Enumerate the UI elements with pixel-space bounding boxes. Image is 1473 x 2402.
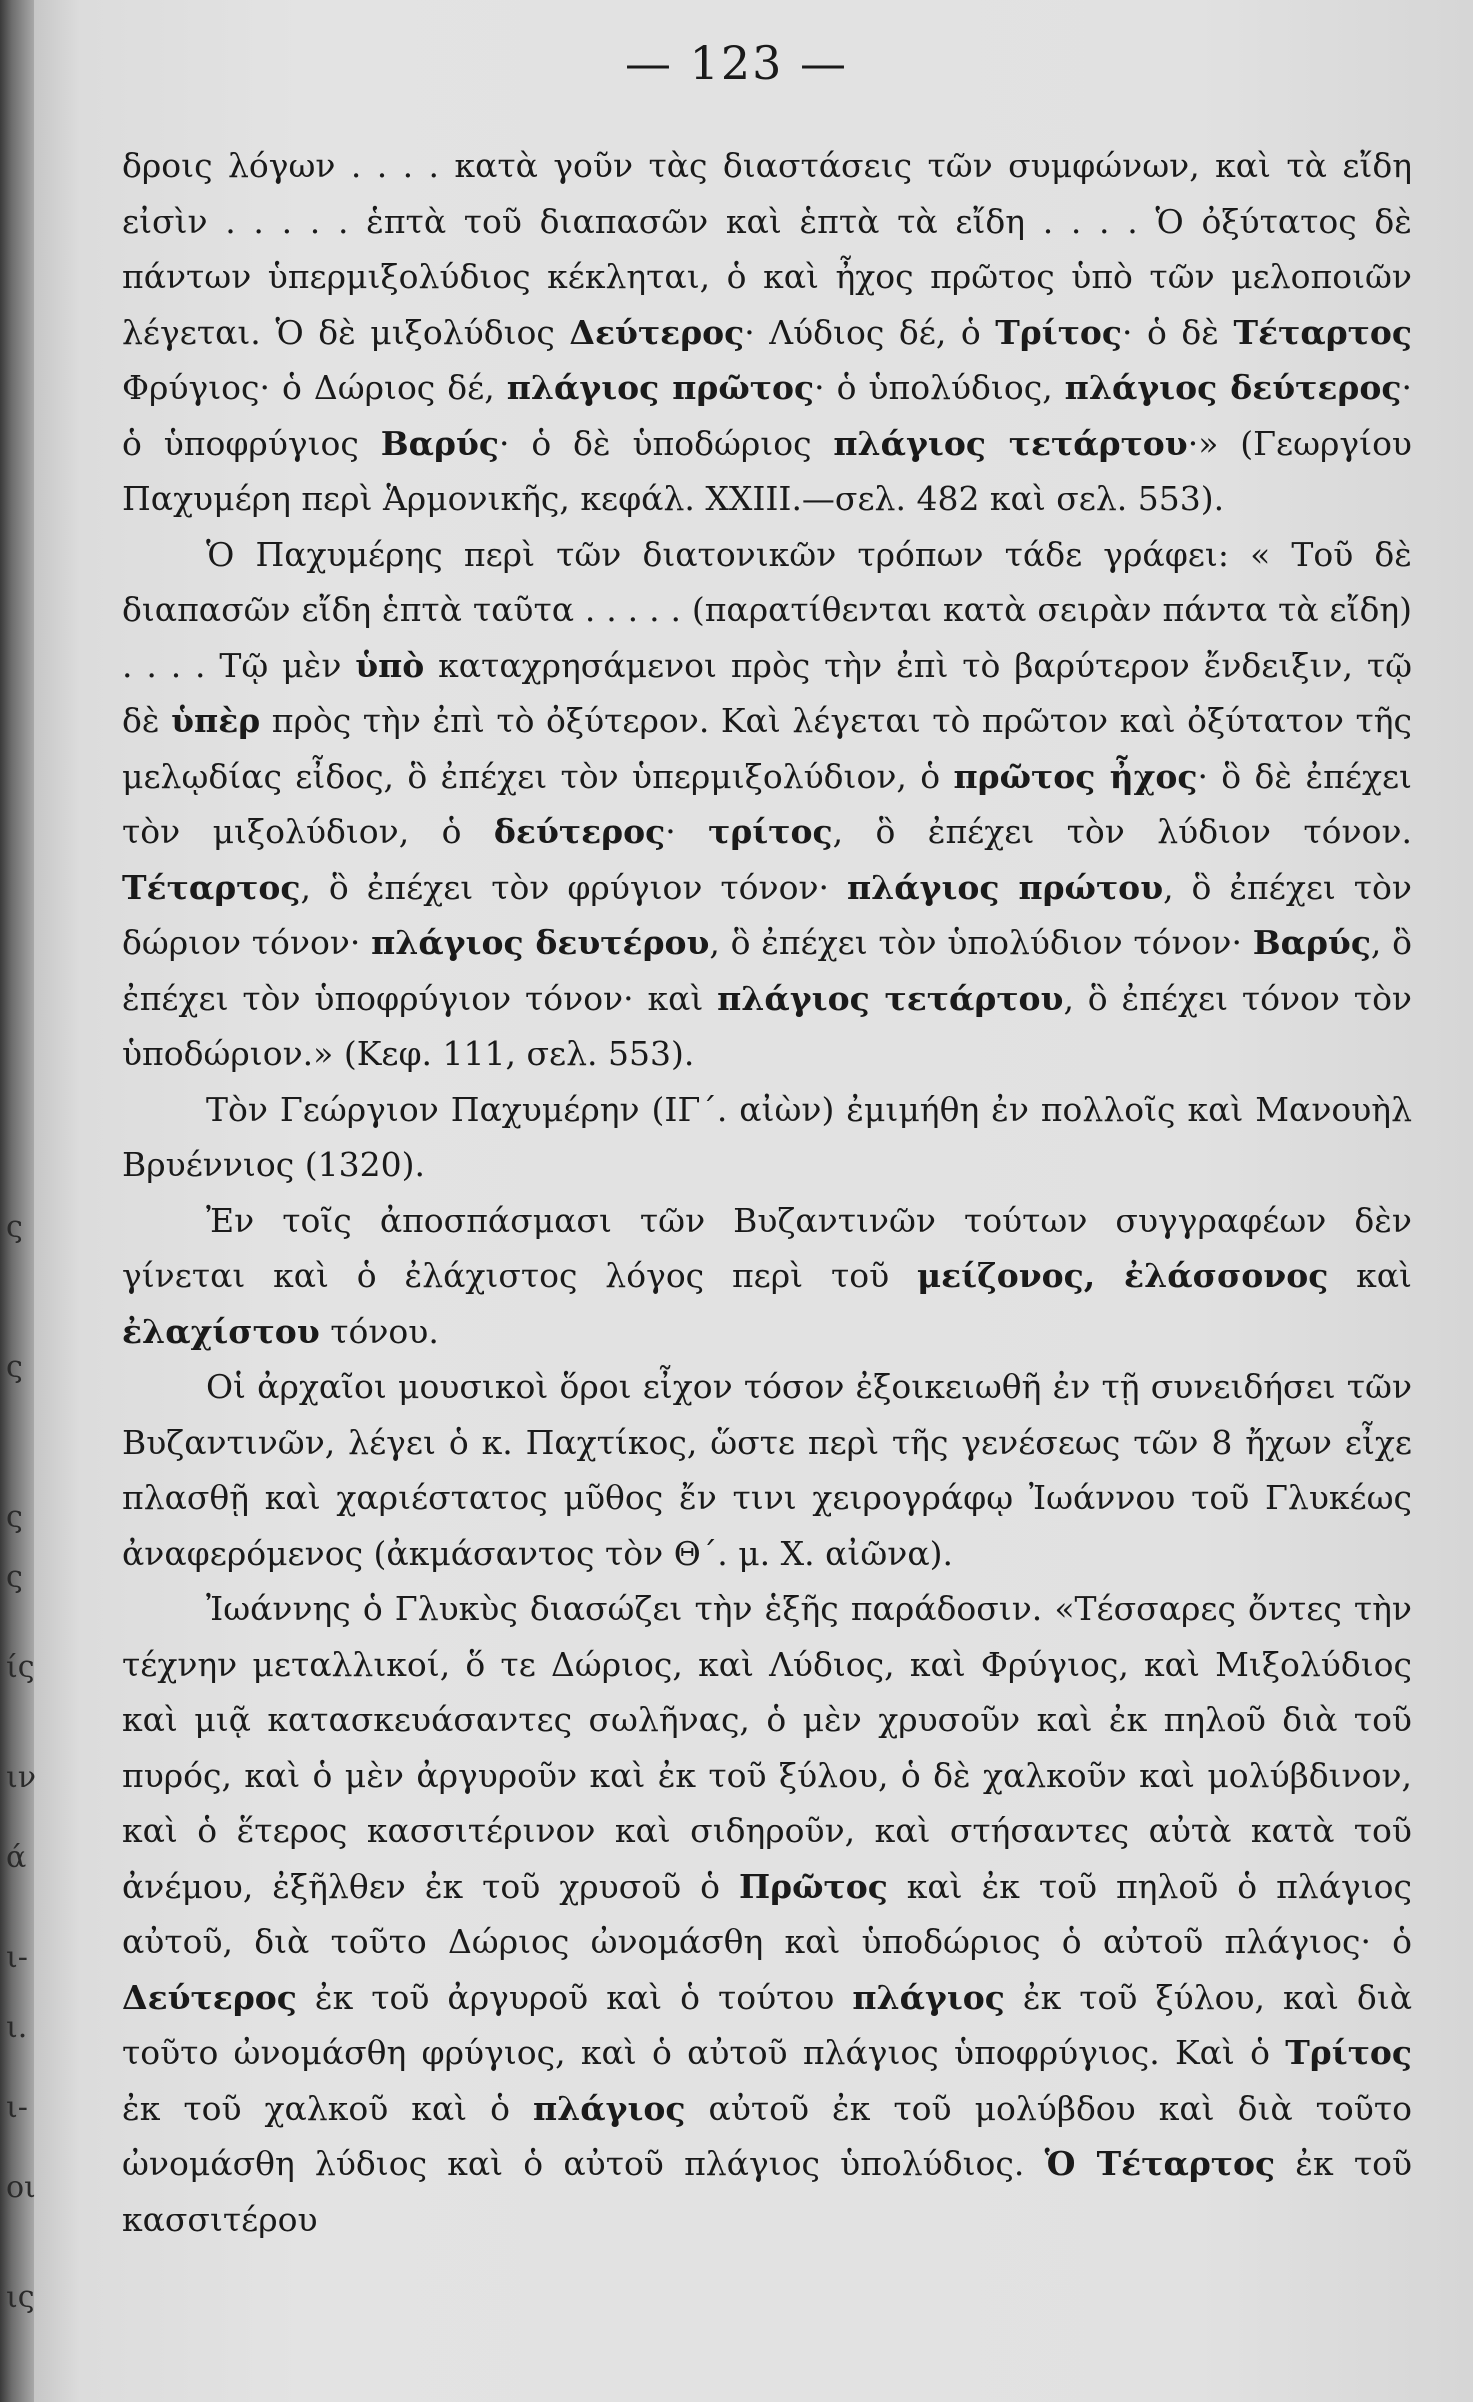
paragraph [122, 1581, 1412, 2247]
margin-fragment: ά [6, 1840, 27, 1875]
text-run: πρὸς τὴν ἐπὶ τὸ ὀξύτερον. Καὶ λέγεται τὸ πρῶτον καὶ ὀξύτατον τῆς μελῳδίας εἶδος, ὃ ἐπέχει τὸν ὑπερμιξολύδιον, ὁ [122, 701, 1412, 796]
margin-fragment: ς [6, 1500, 23, 1535]
text-run: τόνου. [319, 1311, 439, 1351]
bold-term: τρίτος [708, 812, 833, 851]
margin-fragment: ι- [6, 2090, 28, 2125]
text-run: καὶ ἐκ τοῦ πηλοῦ ὁ πλάγιος αὐτοῦ, διὰ τοῦτο Δώριος ὠνομάσθη καὶ ὑποδώριος ὁ αὐτοῦ πλάγιος· ὁ [122, 1866, 1412, 1961]
bold-term: ἐλαχίστου [122, 1311, 320, 1351]
margin-fragment: οι [6, 2170, 36, 2205]
bold-term: Ὁ Τέταρτος [1044, 2144, 1276, 2183]
text-run: · Λύδιος δέ, ὁ [744, 312, 996, 352]
text-run: , ὃ ἐπέχει τὸν ὑπολύδιον τόνον· [709, 923, 1253, 962]
paragraph [122, 138, 1412, 527]
paragraph [122, 527, 1412, 1082]
bold-term: Τέταρτος [122, 867, 301, 907]
text-run: · ὁ δὲ ὑποδώριος [499, 423, 834, 463]
margin-fragment: ς [6, 1210, 23, 1245]
bold-term: ὑπὸ [355, 645, 425, 685]
text-run: , ὃ ἐπέχει τὸν δώριον τόνον· [122, 867, 1412, 962]
bold-term: πρῶτος ἦχος [953, 756, 1198, 796]
bold-term: δεύτερος [493, 812, 666, 851]
text-run: · ὁ ὑποφρύγιος [122, 368, 1412, 463]
text-run: Φρύγιος· ὁ Δώριος δέ, [122, 368, 507, 407]
margin-fragment: ι- [6, 1940, 28, 1975]
paragraph [122, 1359, 1412, 1581]
bold-term: μείζονος, ἐλάσσονος [916, 1256, 1329, 1295]
bold-term: Πρῶτος [738, 1866, 888, 1906]
paragraph [122, 1193, 1412, 1360]
text-run: , ὃ ἐπέχει τόνον τὸν ὑποδώριον.» (Κεφ. 111, σελ. 553). [122, 978, 1412, 1073]
body-text [122, 138, 1412, 2247]
bold-term: πλάγιος πρώτου [846, 867, 1164, 907]
bold-term: Δεύτερος [569, 312, 745, 352]
margin-fragment: ι. [6, 2010, 28, 2045]
bold-term: πλάγιος τετάρτου [833, 423, 1188, 463]
bold-term: πλάγιος [852, 1977, 1005, 2017]
text-run: καὶ [1328, 1256, 1412, 1295]
text-run: αὐτοῦ ἐκ τοῦ μολύβδου καὶ διὰ τοῦτο ὠνομάσθη λύδιος καὶ ὁ αὐτοῦ πλάγιος ὑπολύδιος. [122, 2088, 1412, 2183]
bold-term: πλάγιος πρῶτος [506, 368, 815, 407]
page-number: — 123 — [624, 36, 849, 90]
margin-fragment: ς [6, 1560, 23, 1595]
bold-term: πλάγιος δεύτερος [1064, 368, 1402, 407]
text-run: , ὃ ἐπέχει τὸν φρύγιον τόνον· [300, 867, 847, 907]
text-run: ἐκ τοῦ ξύλου, καὶ διὰ τοῦτο ὠνομάσθη φρύγιος, καὶ ὁ αὐτοῦ πλάγιος ὑποφρύγιος. Καὶ ὁ [122, 1977, 1412, 2072]
bold-term: Τρίτος [1285, 2033, 1412, 2072]
margin-fragment: ς [6, 1350, 23, 1385]
bold-term: πλάγιος τετάρτου [717, 978, 1064, 1018]
text-run: Οἱ ἀρχαῖοι μουσικοὶ ὅροι εἶχον τόσον ἐξοικειωθῆ ἐν τῇ συνειδήσει τῶν Βυζαντινῶν, λέγει ὁ κ. Παχτίκος, ὥστε περὶ τῆς γενέσεως τῶν 8 ἤχων εἶχε πλασθῇ καὶ χαριέστατος μῦθος ἔν τινι χειρογράφῳ Ἰωάννου τοῦ Γλυκέως ἀναφερόμενος (ἀκμάσαντος τὸν Θ΄. μ. Χ. αἰῶνα). [122, 1367, 1412, 1573]
text-run: · ὁ δὲ [1122, 312, 1234, 352]
text-run: Ἰωάννης ὁ Γλυκὺς διασώζει τὴν ἑξῆς παράδοσιν. «Τέσσαρες ὄντες τὴν τέχνην μεταλλικοί, ὅ τε Δώριος, καὶ Λύδιος, καὶ Φρύγιος, καὶ Μιξολύδιος καὶ μιᾷ κατασκευάσαντες σωλῆνας, ὁ μὲν χρυσοῦν καὶ ἐκ πηλοῦ διὰ τοῦ πυρός, καὶ ὁ μὲν ἀργυροῦν καὶ ἐκ τοῦ ξύλου, ὁ δὲ χαλκοῦν καὶ μολύβδινον, καὶ ὁ ἕτερος κασσιτέρινον καὶ σιδηροῦν, καὶ στήσαντες αὐτὰ κατὰ τοῦ ἀνέμου, ἐξῆλθεν ἐκ τοῦ χρυσοῦ ὁ [122, 1589, 1412, 1906]
bold-term: Δεύτερος [122, 1977, 297, 2017]
text-run: Ὁ Παχυμέρης περὶ τῶν διατονικῶν τρόπων τάδε γράφει: « Τοῦ δὲ διαπασῶν εἴδη ἑπτὰ ταῦτα . . . . . (παρατίθενται κατὰ σειρὰν πάντα τὰ εἴδη) . . . . Τῷ μὲν [122, 534, 1412, 685]
margin-fragment: ις [6, 2280, 35, 2315]
text-run: , ὃ ἐπέχει τὸν ὑποφρύγιον τόνον· καὶ [122, 923, 1412, 1018]
bold-term: ὑπὲρ [171, 701, 261, 740]
bold-term: Βαρύς [1252, 923, 1371, 962]
text-run: Ἐν τοῖς ἀποσπάσμασι τῶν Βυζαντινῶν τούτων συγγραφέων δὲν γίνεται καὶ ὁ ἐλάχιστος λόγος περὶ τοῦ [122, 1200, 1412, 1295]
bold-term: πλάγιος δευτέρου [371, 923, 710, 962]
text-run: ἐκ τοῦ χαλκοῦ καὶ ὁ [122, 2088, 533, 2128]
margin-fragment: ιν [6, 1760, 36, 1795]
text-run: Τὸν Γεώργιον Παχυμέρην (ΙΓ΄. αἰὼν) ἐμιμήθη ἐν πολλοῖς καὶ Μανουὴλ Βρυέννιος (1320). [122, 1089, 1412, 1184]
text-run: · [665, 812, 709, 851]
text-run: ἐκ τοῦ ἀργυροῦ καὶ ὁ τούτου [296, 1977, 853, 2017]
bold-term: πλάγιος [532, 2088, 686, 2128]
paragraph [122, 1082, 1412, 1193]
text-run: ἐκ τοῦ κασσιτέρου [122, 2144, 1413, 2239]
bold-term: Τρίτος [995, 312, 1123, 352]
text-run: καταχρησάμενοι πρὸς τὴν ἐπὶ τὸ βαρύτερον ἔνδειξιν, τῷ δὲ [122, 645, 1412, 740]
text-run: ·» (Γεωργίου Παχυμέρη περὶ Ἁρμονικῆς, κεφάλ. XXIII.—σελ. 482 καὶ σελ. 553). [122, 423, 1412, 518]
text-run: , ὃ ἐπέχει τὸν λύδιον τόνον. [832, 812, 1412, 851]
bold-term: Βαρύς [380, 423, 499, 463]
text-run: δροις λόγων . . . . κατὰ γοῦν τὰς διαστάσεις τῶν συμφώνων, καὶ τὰ εἴδη εἰσὶν . . . . . ἑπτὰ τοῦ διαπασῶν καὶ ἑπτὰ τὰ εἴδη . . . . Ὁ ὀξύτατος δὲ πάντων ὑπερμιξολύδιος κέκληται, ὁ καὶ ἦχος πρῶτος ὑπὸ τῶν μελοποιῶν λέγεται. Ὁ δὲ μιξολύδιος [122, 146, 1412, 352]
bold-term: Τέταρτος [1233, 312, 1412, 352]
text-run: · ὁ ὑπολύδιος, [814, 368, 1065, 407]
margin-fragment: ίς [6, 1650, 35, 1685]
text-run: · ὃ δὲ ἐπέχει τὸν μιξολύδιον, ὁ [122, 756, 1412, 851]
